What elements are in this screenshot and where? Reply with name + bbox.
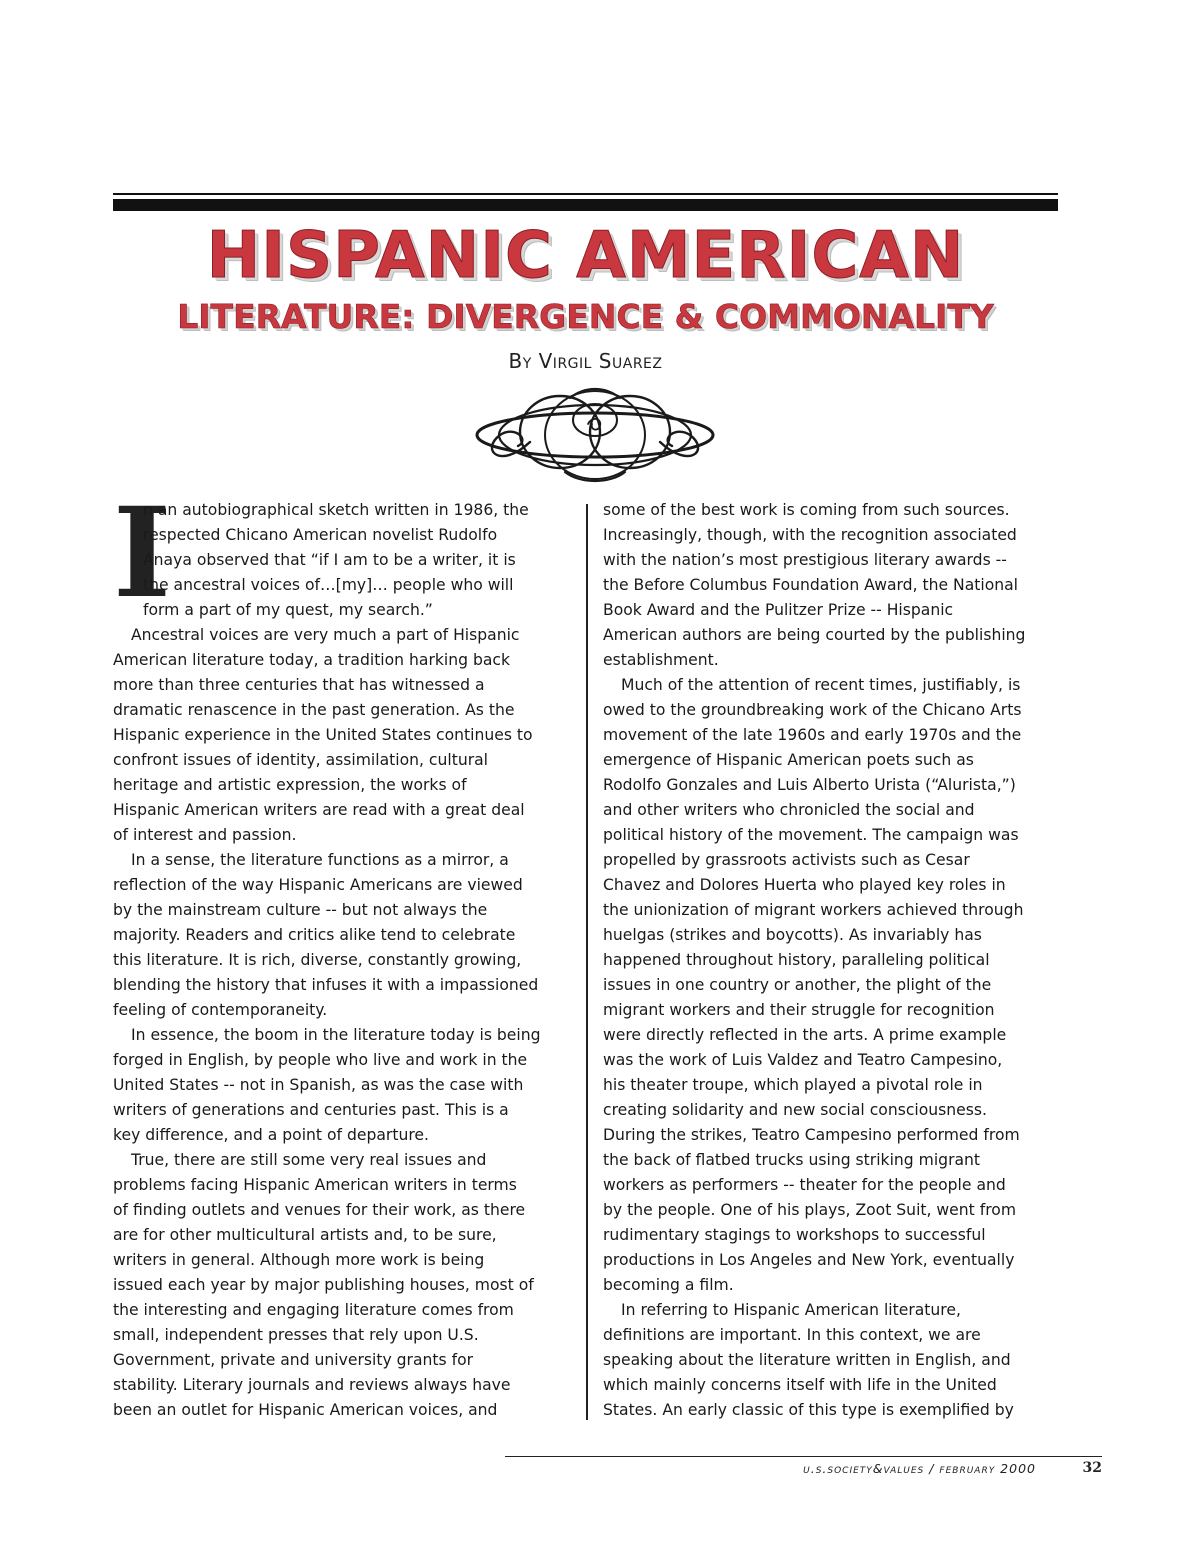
text-line: Ancestral voices are very much a part of Hispanic xyxy=(131,626,520,644)
text-line: Anaya observed that “if I am to be a writer, it is xyxy=(143,551,516,569)
article-subtitle: LITERATURE: DIVERGENCE & COMMONALITY xyxy=(177,297,994,336)
text-line: American authors are being courted by the publishing xyxy=(603,626,1026,644)
text-line: the back of flatbed trucks using striking migrant xyxy=(603,1151,981,1169)
text-line: establishment. xyxy=(603,651,719,669)
text-line: were directly reflected in the arts. A prime example xyxy=(603,1026,1007,1044)
text-line: United States -- not in Spanish, as was the case with xyxy=(113,1076,524,1094)
text-line: writers in general. Although more work is being xyxy=(113,1251,485,1269)
text-line: Increasingly, though, with the recognition associated xyxy=(603,526,1017,544)
text-line: respected Chicano American novelist Rudolfo xyxy=(143,526,498,544)
text-line: American literature today, a tradition harking back xyxy=(113,651,511,669)
text-line: this literature. It is rich, diverse, constantly growing, xyxy=(113,951,522,969)
text-line: the interesting and engaging literature comes from xyxy=(113,1301,514,1319)
text-line: Hispanic experience in the United States continues to xyxy=(113,726,533,744)
drop-cap: I xyxy=(113,481,172,626)
text-line: In essence, the boom in the literature today is being xyxy=(131,1026,541,1044)
header-rule-thin xyxy=(113,193,1058,195)
text-line: workers as performers -- theater for the people and xyxy=(603,1176,1006,1194)
text-line: becoming a film. xyxy=(603,1276,734,1294)
text-line: In referring to Hispanic American literature, xyxy=(621,1301,961,1319)
text-line: by the people. One of his plays, Zoot Suit, went from xyxy=(603,1201,1017,1219)
text-line: heritage and artistic expression, the works of xyxy=(113,776,467,794)
text-line: Rodolfo Gonzales and Luis Alberto Urista (“Alurista,”) xyxy=(603,776,1016,794)
text-line: been an outlet for Hispanic American voices, and xyxy=(113,1401,498,1419)
text-line: propelled by grassroots activists such as Cesar xyxy=(603,851,970,869)
text-line: dramatic renascence in the past generation. As the xyxy=(113,701,515,719)
text-line: form a part of my quest, my search.” xyxy=(143,601,433,619)
text-line: issued each year by major publishing houses, most of xyxy=(113,1276,534,1294)
header-rule-thick xyxy=(113,199,1058,211)
text-line: which mainly concerns itself with life in the United xyxy=(603,1376,997,1394)
text-line: Government, private and university grants for xyxy=(113,1351,474,1369)
text-line: of finding outlets and venues for their work, as there xyxy=(113,1201,526,1219)
text-line: the ancestral voices of…[my]… people who will xyxy=(143,576,514,594)
text-line: movement of the late 1960s and early 1970s and the xyxy=(603,726,1022,744)
text-line: forged in English, by people who live and work in the xyxy=(113,1051,528,1069)
text-line: True, there are still some very real issues and xyxy=(131,1151,487,1169)
text-line: During the strikes, Teatro Campesino performed from xyxy=(603,1126,1020,1144)
text-line: political history of the movement. The campaign was xyxy=(603,826,1019,844)
text-line: blending the history that infuses it with a impassioned xyxy=(113,976,539,994)
text-line: some of the best work is coming from such sources. xyxy=(603,501,1010,519)
article-title: HISPANIC AMERICAN xyxy=(206,219,965,293)
publication-footer: u.s.society&values / february 2000 xyxy=(803,1461,1036,1476)
footer-rule xyxy=(505,1456,1102,1457)
text-line: confront issues of identity, assimilation, cultural xyxy=(113,751,489,769)
text-line: small, independent presses that rely upon U.S. xyxy=(113,1326,479,1344)
text-line: speaking about the literature written in English, and xyxy=(603,1351,1011,1369)
text-line: writers of generations and centuries past. This is a xyxy=(113,1101,509,1119)
text-line: feeling of contemporaneity. xyxy=(113,1001,328,1019)
text-line: key difference, and a point of departure. xyxy=(113,1126,429,1144)
text-line: Much of the attention of recent times, justifiably, is xyxy=(621,676,1021,694)
text-line: more than three centuries that has witnessed a xyxy=(113,676,485,694)
text-line: majority. Readers and critics alike tend to celebrate xyxy=(113,926,516,944)
text-line: reflection of the way Hispanic Americans are viewed xyxy=(113,876,523,894)
text-line: emergence of Hispanic American poets such as xyxy=(603,751,974,769)
text-line: Hispanic American writers are read with a great deal xyxy=(113,801,525,819)
text-line: Chavez and Dolores Huerta who played key roles in xyxy=(603,876,1006,894)
text-line: by the mainstream culture -- but not always the xyxy=(113,901,488,919)
article-byline: By Virgil Suarez xyxy=(508,349,663,373)
right-column xyxy=(603,498,1061,1423)
text-line: his theater troupe, which played a pivotal role in xyxy=(603,1076,983,1094)
text-line: was the work of Luis Valdez and Teatro Campesino, xyxy=(603,1051,1003,1069)
text-line: productions in Los Angeles and New York, eventually xyxy=(603,1251,1015,1269)
text-line: huelgas (strikes and boycotts). As invariably has xyxy=(603,926,982,944)
flourish-ornament-icon xyxy=(470,380,720,490)
text-line: States. An early classic of this type is exemplified by xyxy=(603,1401,1014,1419)
text-line: and other writers who chronicled the social and xyxy=(603,801,975,819)
text-line: stability. Literary journals and reviews always have xyxy=(113,1376,511,1394)
text-line: the Before Columbus Foundation Award, the National xyxy=(603,576,1019,594)
text-line: owed to the groundbreaking work of the Chicano Arts xyxy=(603,701,1022,719)
text-line: of interest and passion. xyxy=(113,826,297,844)
text-line: In a sense, the literature functions as a mirror, a xyxy=(131,851,509,869)
text-line: definitions are important. In this context, we are xyxy=(603,1326,981,1344)
text-line: migrant workers and their struggle for recognition xyxy=(603,1001,995,1019)
text-line: with the nation’s most prestigious literary awards -- xyxy=(603,551,1007,569)
left-column xyxy=(113,481,571,1423)
text-line: happened throughout history, paralleling political xyxy=(603,951,990,969)
text-line: are for other multicultural artists and, to be sure, xyxy=(113,1226,497,1244)
text-line: the unionization of migrant workers achieved through xyxy=(603,901,1024,919)
text-line: Book Award and the Pulitzer Prize -- Hispanic xyxy=(603,601,954,619)
page-number: 32 xyxy=(1082,1460,1102,1476)
text-line: problems facing Hispanic American writers in terms xyxy=(113,1176,517,1194)
text-line: n an autobiographical sketch written in 1986, the xyxy=(143,501,529,519)
text-line: rudimentary stagings to workshops to successful xyxy=(603,1226,986,1244)
text-line: issues in one country or another, the plight of the xyxy=(603,976,992,994)
column-divider xyxy=(586,504,588,1420)
text-line: creating solidarity and new social consciousness. xyxy=(603,1101,987,1119)
